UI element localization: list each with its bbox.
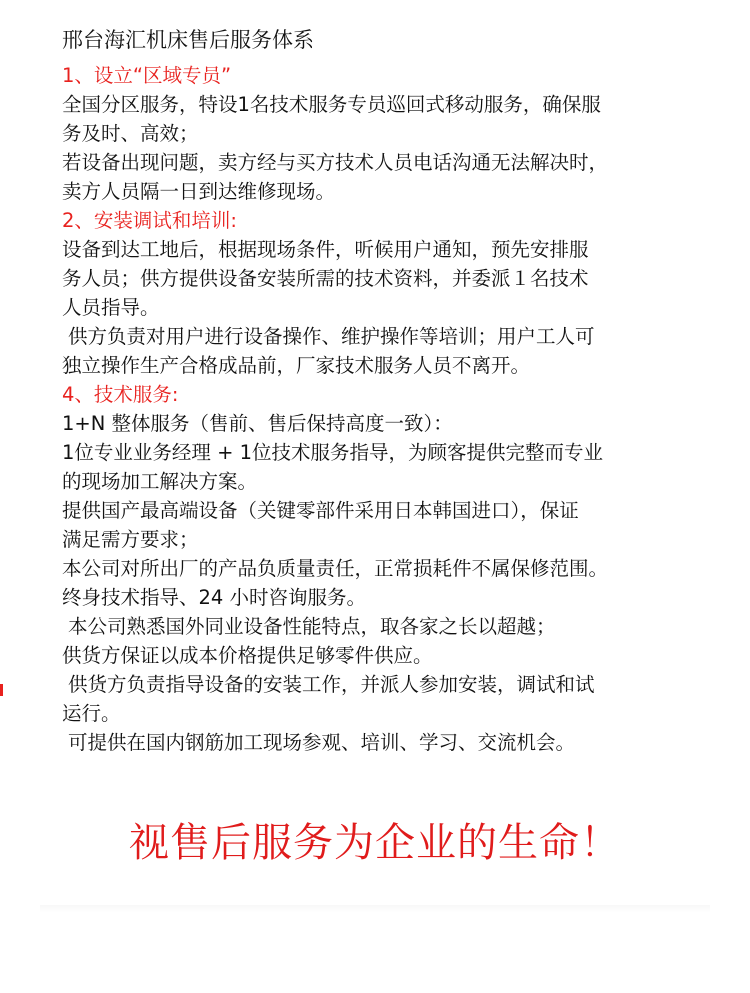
paragraph-line: 1位专业业务经理 + 1位技术服务指导，为顾客提供完整而专业 <box>62 441 604 464</box>
paragraph-line: 终身技术指导、24 小时咨询服务。 <box>62 586 367 609</box>
section-heading-2: 2、安装调试和培训: <box>62 209 237 232</box>
paragraph-line: 运行。 <box>62 702 121 725</box>
paragraph-line: 1+N 整体服务（售前、售后保持高度一致）： <box>62 412 453 435</box>
section-heading-4: 4、技术服务: <box>62 383 179 406</box>
paragraph-line: 全国分区服务，特设1名技术服务专员巡回式移动服务，确保服 <box>62 93 601 116</box>
paragraph-line: 供货方保证以成本价格提供足够零件供应。 <box>62 644 433 667</box>
paragraph-line: 独立操作生产合格成品前，厂家技术服务人员不离开。 <box>62 354 531 377</box>
paragraph-line: 供货方负责指导设备的安装工作，并派人参加安装，调试和试 <box>68 673 595 696</box>
paragraph-line: 本公司熟悉国外同业设备性能特点，取各家之长以超越； <box>68 615 556 638</box>
paragraph-line: 设备到达工地后，根据现场条件，听候用户通知，预先安排服 <box>62 238 589 261</box>
paragraph-line: 务人员；供方提供设备安装所需的技术资料，并委派１名技术 <box>62 267 589 290</box>
paragraph-line: 卖方人员隔一日到达维修现场。 <box>62 180 336 203</box>
paragraph-line: 提供国产最高端设备（关键零部件采用日本韩国进口），保证 <box>62 499 579 522</box>
slogan: 视售后服务为企业的生命！ <box>129 820 621 866</box>
bottom-divider <box>40 905 710 913</box>
paragraph-line: 务及时、高效； <box>62 122 199 145</box>
document-title: 邢台海汇机床售后服务体系 <box>62 28 314 52</box>
edge-mark <box>0 684 3 696</box>
paragraph-line: 的现场加工解决方案。 <box>62 470 258 493</box>
paragraph-line: 可提供在国内钢筋加工现场参观、培训、学习、交流机会。 <box>68 731 576 754</box>
paragraph-line: 满足需方要求； <box>62 528 199 551</box>
paragraph-line: 人员指导。 <box>62 296 160 319</box>
paragraph-line: 供方负责对用户进行设备操作、维护操作等培训；用户工人可 <box>68 325 595 348</box>
document-body <box>62 61 702 757</box>
section-heading-1: 1、设立“区域专员” <box>62 64 232 87</box>
paragraph-line: 本公司对所出厂的产品负质量责任，正常损耗件不属保修范围。 <box>62 557 609 580</box>
paragraph-line: 若设备出现问题，卖方经与买方技术人员电话沟通无法解决时， <box>62 151 609 174</box>
